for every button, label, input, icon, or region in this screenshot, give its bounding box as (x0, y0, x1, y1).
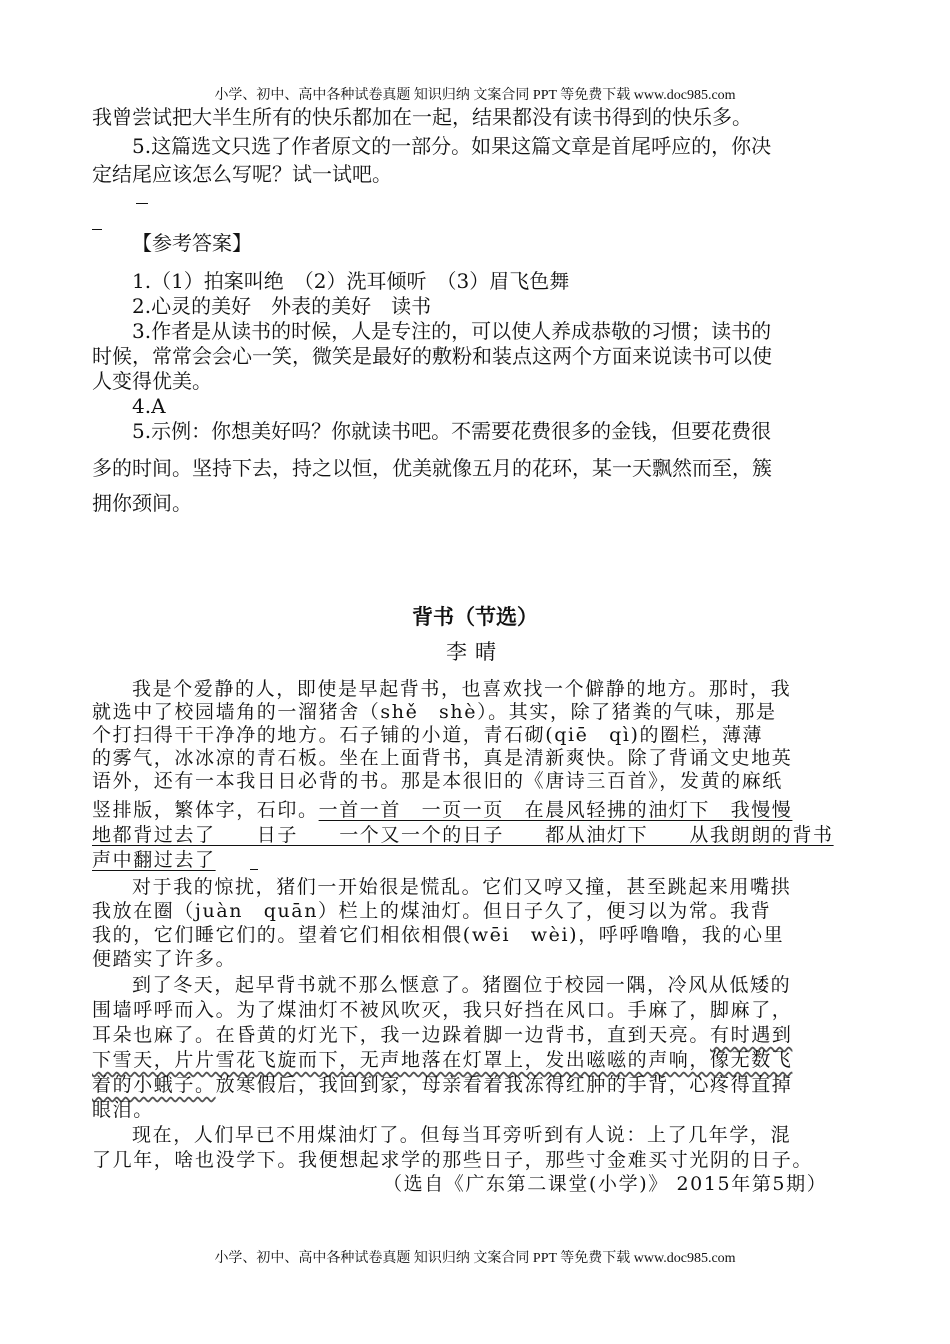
answer-blank (136, 203, 148, 204)
passage-text: 耳朵也麻了。在昏黄的灯光下，我一边跺着脚一边背书，直到天亮。 (92, 1024, 711, 1046)
passage-line: 我放在圈（juàn quān）栏上的煤油灯。但日子久了，便习以为常。我背 (92, 900, 772, 922)
passage-line (92, 797, 792, 823)
passage-line: 的雾气，冰冰凉的青石板。坐在上面背书，真是清新爽快。除了背诵文史地英 (92, 747, 793, 769)
passage-line: 现在，人们早已不用煤油灯了。但每当耳旁听到有人说：上了几年学，混 (132, 1124, 792, 1146)
answer-5: 5.示例：你想美好吗？你就读书吧。不需要花费很多的金钱，但要花费很 (132, 419, 772, 443)
answer-3: 3.作者是从读书的时候，人是专注的，可以使人养成恭敬的习惯；读书的 (132, 319, 772, 343)
answer-4: 4.A (132, 394, 166, 418)
answer-5-cont: 多的时间。坚持下去，持之以恒，优美就像五月的花环，某一天飘然而至，簇 (92, 456, 772, 480)
passage-line: 个打扫得干干净净的地方。石子铺的小道，青石砌(qiē qì)的圈栏，薄薄 (92, 724, 764, 746)
answer-3-cont: 时候，常常会会心一笑，微笑是最好的敷粉和装点这两个方面来说读书可以使 (92, 344, 772, 368)
answer-1: 1.（1）拍案叫绝 （2）洗耳倾听 （3）眉飞色舞 (132, 269, 570, 293)
passage-line (92, 1072, 792, 1098)
answer-2: 2.心灵的美好 外表的美好 读书 (132, 294, 432, 318)
passage-source: （选自《广东第二课堂(小学)》 2015年第5期） (383, 1173, 828, 1195)
answers-heading: 【参考答案】 (132, 231, 252, 255)
page-footer: 小学、初中、高中各种试卷真题 知识归纳 文案合同 PPT 等免费下载 www.doc985.com (214, 1251, 736, 1266)
passage-line: 围墙呼呼而入。为了煤油灯不被风吹灭，我只好挡在风口。手麻了，脚麻了， (92, 999, 793, 1021)
underline-tail (250, 869, 258, 870)
answer-blank (92, 229, 102, 230)
passage-line: 便踏实了许多。 (92, 948, 237, 970)
answer-5-cont: 拥你颈间。 (92, 491, 192, 515)
passage-line: 对于我的惊扰，猪们一开始很是慌乱。它们又哼又撞，甚至跳起来用嘴拱 (132, 876, 792, 898)
passage-line: 了几年，啥也没学下。我便想起求学的那些日子，那些寸金难买寸光阴的日子。 (92, 1149, 814, 1171)
passage-text: 放寒假后，我回到家，母亲看着我冻得红肿的手背，心疼得直掉 (215, 1074, 793, 1096)
wavy-underlined-text: 着的小蛾子。 (92, 1074, 216, 1096)
underlined-text: 地都背过去了 日子 一个又一个的日子 都从油灯下 从我朗朗的背书 (92, 824, 834, 846)
underlined-text: 一首一首 一页一页 在晨风轻拂的油灯下 我慢慢 (318, 799, 793, 821)
passage-line: 到了冬天，起早背书就不那么惬意了。猪圈位于校园一隅，冷风从低矮的 (132, 974, 792, 996)
wavy-underlined-text: 下雪天，片片雪花飞旋而下，无声地落在灯罩上，发出嗞嗞的声响，像无数飞 (92, 1049, 793, 1071)
passage-line: 我的，它们睡它们的。望着它们相依相偎(wēi wèi)，呼呼噜噜，我的心里 (92, 924, 785, 946)
page-header: 小学、初中、高中各种试卷真题 知识归纳 文案合同 PPT 等免费下载 www.doc985.com (214, 88, 736, 103)
answer-3-cont: 人变得优美。 (92, 369, 212, 393)
passage-line: 语外，还有一本我日日必背的书。那是本很旧的《唐诗三百首》，发黄的麻纸 (92, 770, 783, 792)
question-5: 5.这篇选文只选了作者原文的一部分。如果这篇文章是首尾呼应的，你决 (132, 134, 772, 158)
passage-line: 就选中了校园墙角的一溜猪舍（shě shè）。其实，除了猪粪的气味，那是 (92, 701, 777, 723)
passage-author: 李晴 (446, 640, 504, 664)
passage-line (92, 1022, 792, 1048)
passage-line: 我是个爱静的人，即使是早起背书，也喜欢找一个僻静的地方。那时，我 (132, 678, 792, 700)
underlined-text: 声中翻过去了 (92, 849, 216, 871)
passage-title: 背书（节选） (412, 605, 538, 629)
wavy-underlined-text: 有时遇到 (710, 1024, 793, 1046)
text-line: 我曾尝试把大半生所有的快乐都加在一起，结果都没有读书得到的快乐多。 (92, 105, 752, 129)
text-line: 定结尾应该怎么写呢？试一试吧。 (92, 162, 392, 186)
passage-line: 眼泪。 (92, 1099, 154, 1121)
passage-text: 竖排版，繁体字，石印。 (92, 799, 319, 821)
